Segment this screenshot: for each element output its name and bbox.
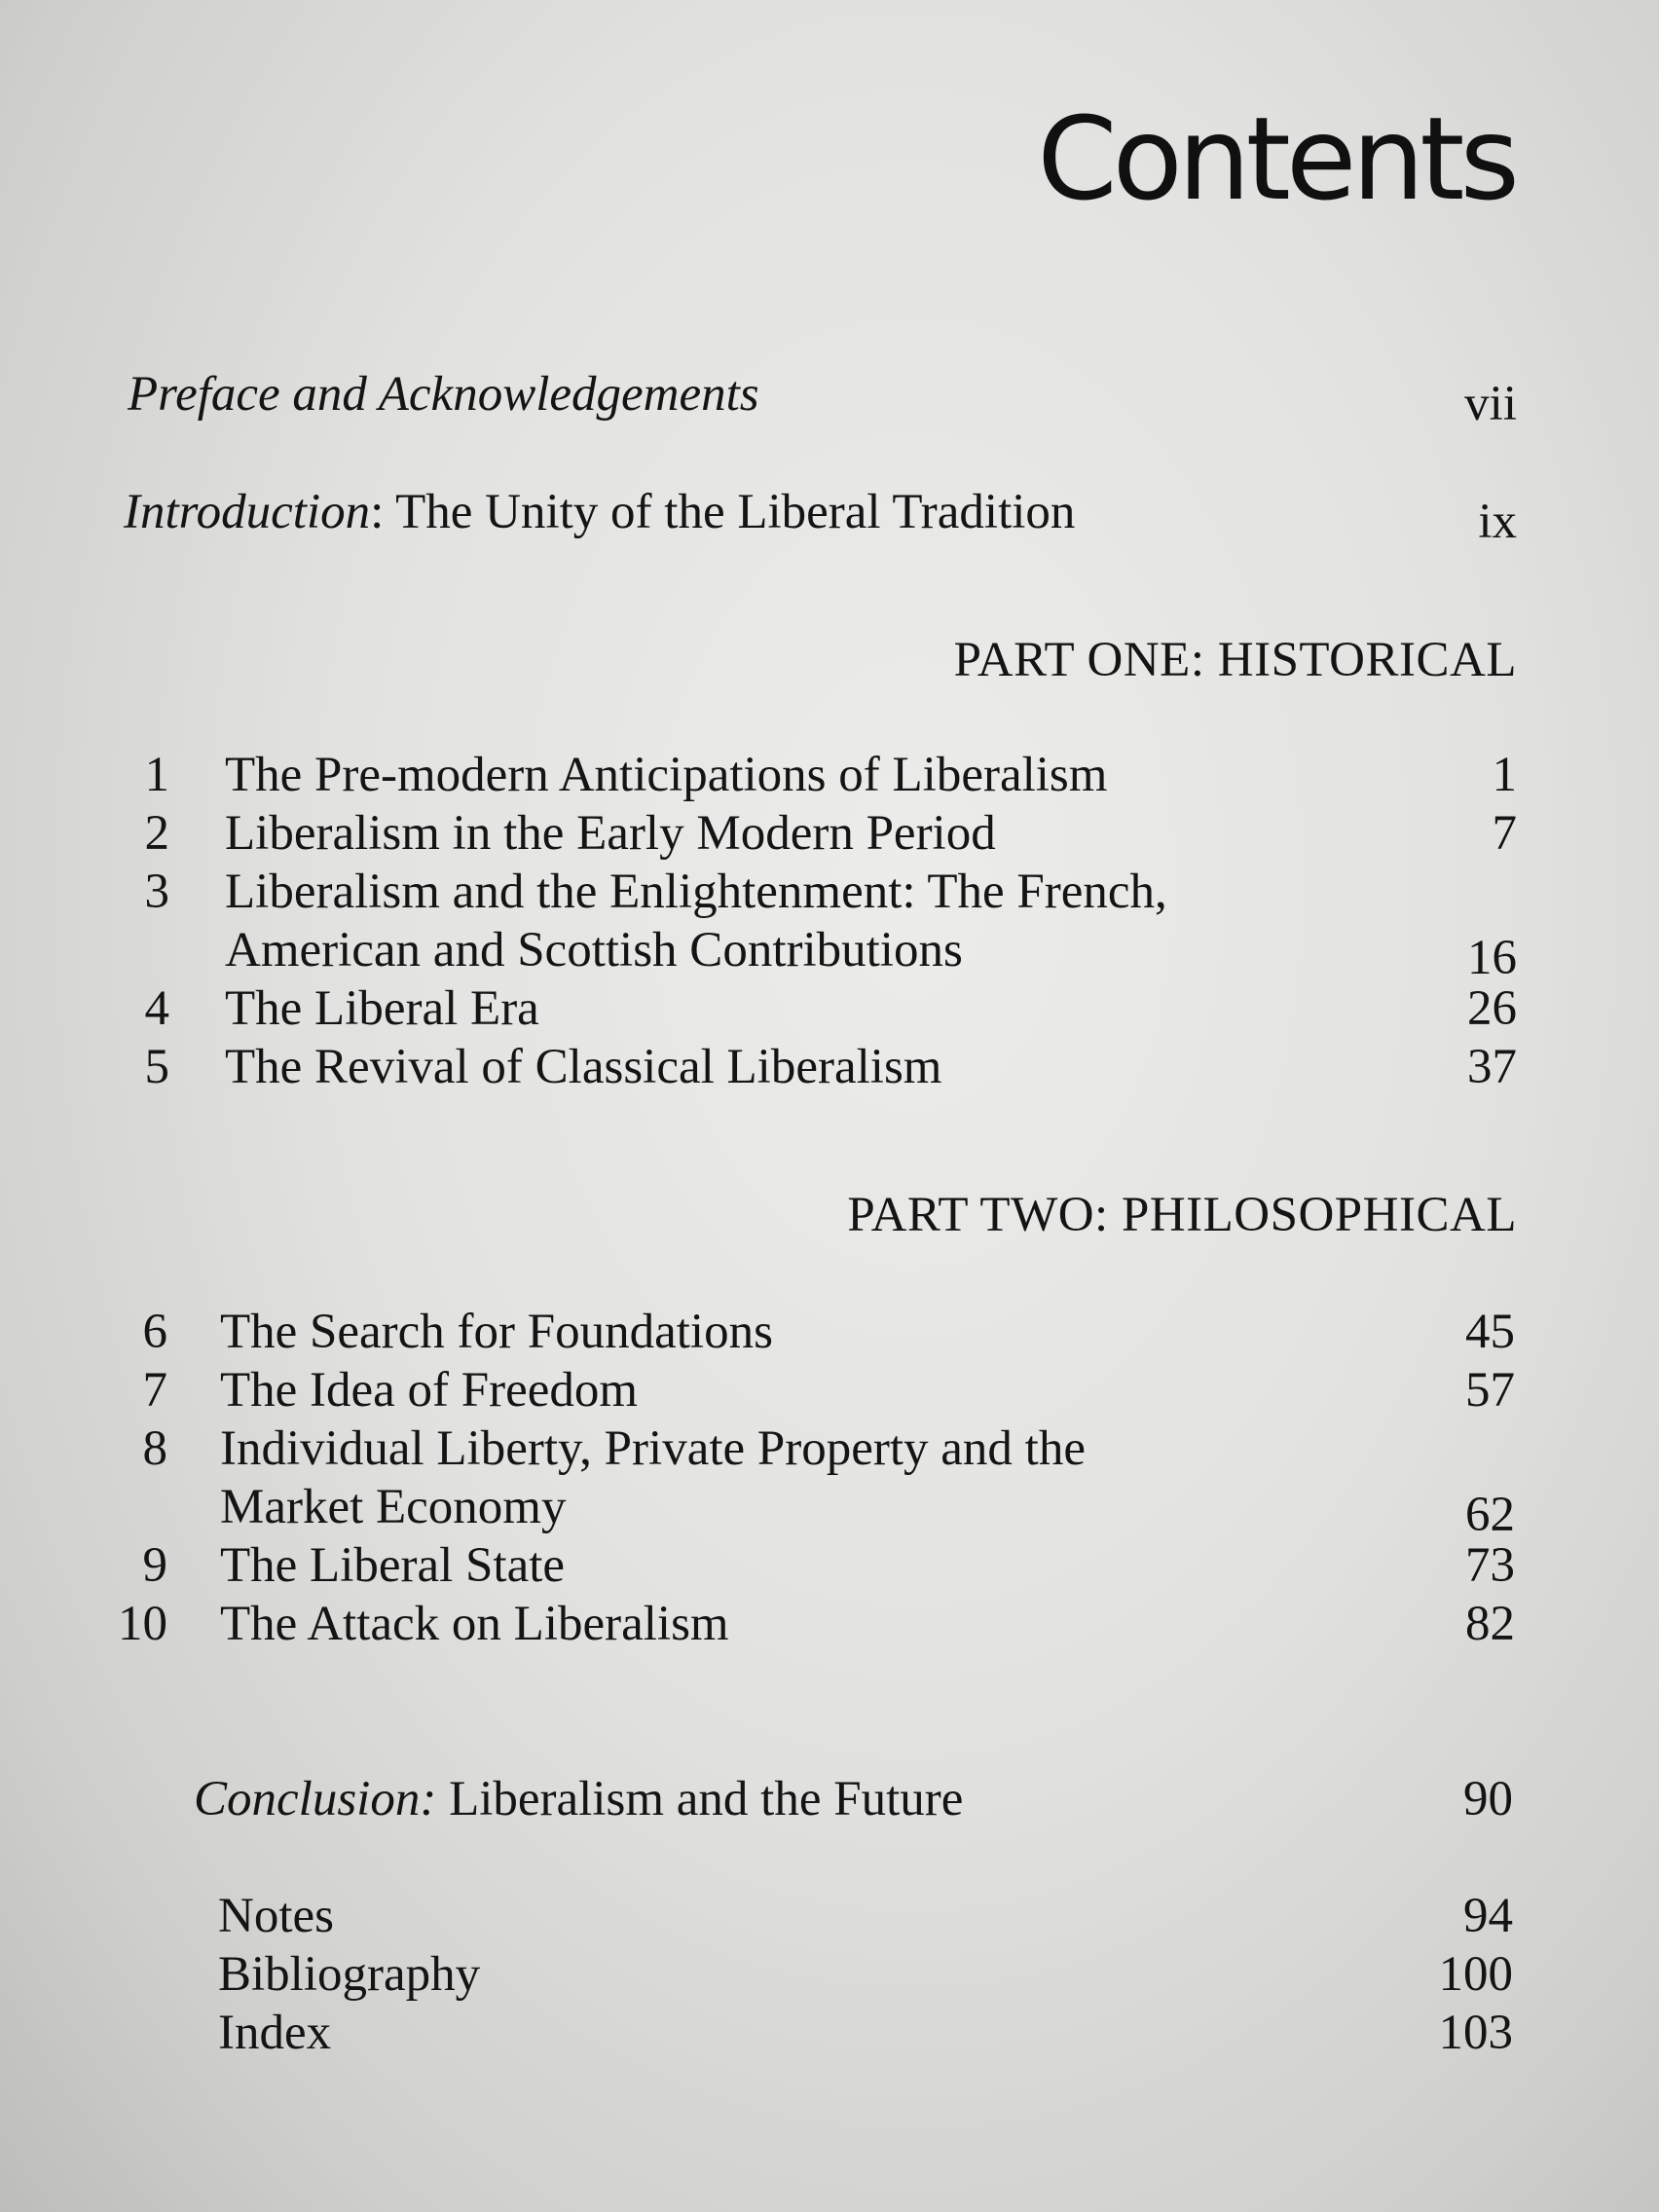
entry-title: Conclusion: Liberalism and the Future (194, 1772, 964, 1826)
page-title: Contents (1037, 92, 1515, 226)
chapter-title: The Pre-modern Anticipations of Liberalism (225, 748, 1108, 802)
toc-entry-chapter-continued (0, 921, 1659, 985)
chapter-title: The Liberal Era (225, 981, 539, 1036)
chapter-number: 2 (144, 806, 169, 861)
chapter-title: The Liberal State (220, 1538, 566, 1593)
toc-entry-notes (0, 1887, 1659, 1945)
toc-entry-chapter (0, 1361, 1659, 1419)
entry-page-number: 45 (1465, 1305, 1515, 1359)
chapter-title: The Idea of Freedom (220, 1363, 639, 1418)
chapter-number: 10 (118, 1597, 167, 1651)
entry-title: Bibliography (218, 1947, 481, 2002)
toc-entry-conclusion (0, 1770, 1659, 1828)
toc-entry-chapter (0, 1536, 1659, 1595)
toc-entry-chapter (0, 979, 1659, 1038)
chapter-number: 3 (144, 865, 169, 919)
chapter-number: 4 (144, 981, 169, 1036)
chapter-number: 9 (142, 1538, 167, 1593)
entry-page-number: 62 (1465, 1488, 1515, 1542)
entry-page-number: 16 (1467, 931, 1517, 985)
entry-page-number: 7 (1492, 806, 1517, 861)
entry-page-number: 73 (1465, 1538, 1515, 1593)
entry-page-number: ix (1478, 495, 1517, 549)
entry-page-number: 26 (1467, 981, 1517, 1036)
part-one-heading: PART ONE: HISTORICAL (953, 633, 1517, 687)
toc-entry-chapter (0, 1419, 1659, 1478)
entry-title: Preface and Acknowledgements (128, 367, 759, 422)
chapter-number: 6 (142, 1305, 167, 1359)
chapter-number: 1 (144, 748, 169, 802)
toc-entry-chapter-continued (0, 1478, 1659, 1542)
entry-title: Index (218, 2006, 332, 2060)
entry-page-number: 100 (1438, 1947, 1513, 2002)
chapter-title-continued: American and Scottish Contributions (225, 923, 963, 977)
entry-page-number: 103 (1438, 2006, 1513, 2060)
entry-page-number: 94 (1463, 1889, 1513, 1943)
entry-page-number: 1 (1492, 748, 1517, 802)
toc-entry-chapter (0, 804, 1659, 863)
chapter-title: The Revival of Classical Liberalism (225, 1040, 942, 1094)
entry-page-number: 57 (1465, 1363, 1515, 1418)
toc-entry-chapter (0, 746, 1659, 804)
toc-entry-preface (0, 365, 1659, 431)
chapter-title: Liberalism and the Enlightenment: The French, (225, 865, 1167, 919)
chapter-number: 5 (144, 1040, 169, 1094)
entry-page-number: 37 (1467, 1040, 1517, 1094)
chapter-title: The Search for Foundations (220, 1305, 773, 1359)
chapter-number: 7 (142, 1363, 167, 1418)
toc-entry-chapter (0, 863, 1659, 921)
chapter-number: 8 (142, 1421, 167, 1476)
chapter-title-continued: Market Economy (220, 1480, 567, 1534)
toc-entry-index (0, 2004, 1659, 2062)
part-two-heading: PART TWO: PHILOSOPHICAL (847, 1188, 1517, 1242)
entry-page-number: 82 (1465, 1597, 1515, 1651)
toc-entry-chapter (0, 1038, 1659, 1096)
toc-entry-chapter (0, 1303, 1659, 1361)
toc-entry-bibliography (0, 1945, 1659, 2004)
entry-title: Introduction: The Unity of the Liberal Tradition (124, 485, 1076, 539)
toc-entry-chapter (0, 1595, 1659, 1653)
entry-title: Notes (218, 1889, 334, 1943)
chapter-title: Liberalism in the Early Modern Period (225, 806, 996, 861)
chapter-title: Individual Liberty, Private Property and the (220, 1421, 1086, 1476)
entry-page-number: vii (1464, 377, 1517, 431)
toc-entry-introduction (0, 483, 1659, 549)
entry-page-number: 90 (1463, 1772, 1513, 1826)
chapter-title: The Attack on Liberalism (220, 1597, 729, 1651)
